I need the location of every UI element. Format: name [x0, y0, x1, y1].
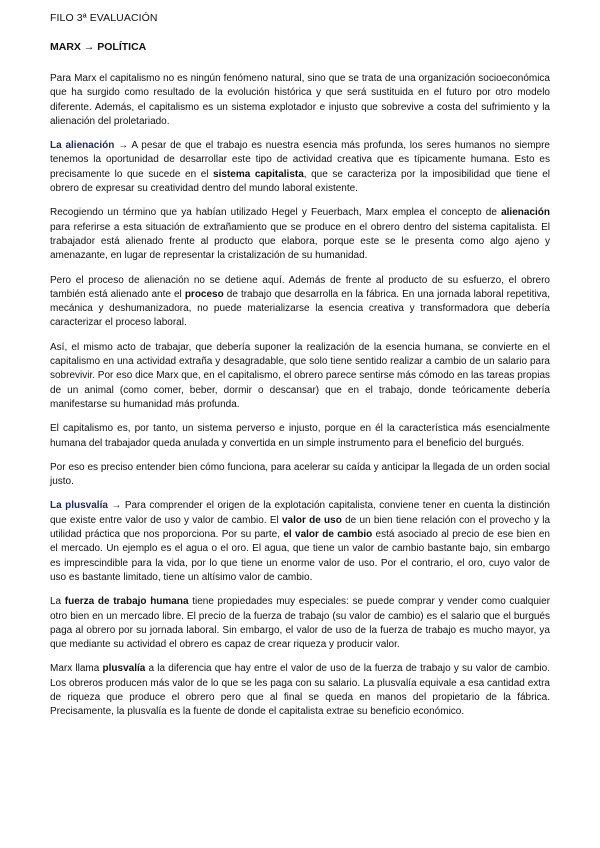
paragraph-capitalismo: Para Marx el capitalismo no es ningún fenómeno natural, sino que se trata de una organización socioeconómica que ha surgido como resultado de la evolución histórica y que será sustituida en el futuro por otro modelo diferente. Además, el capitalismo es un sistema explotador e injusto que sobrevive a costa del sufrimiento y la alienación del proletariado. [50, 73, 550, 127]
paragraph-plusvalia [50, 499, 550, 585]
bold-term: proceso [184, 288, 224, 300]
paragraph-sistema-perverso: El capitalismo es, por tanto, un sistema perverso e injusto, porque en él la característica más esencialmente humana del trabajador queda anulada y convertida en un simple instrumento para el beneficio del burgués. [50, 423, 550, 449]
paragraph-text: Recogiendo un término que ya habían utilizado Hegel y Feuerbach, Marx emplea el concepto de [50, 207, 502, 219]
paragraph-hegel-feuerbach [50, 206, 550, 263]
paragraph-text: La [50, 596, 65, 608]
document-page [50, 12, 550, 730]
paragraph-text: → Para comprender el origen de la explotación capitalista, conviene tener en cuenta la distinción que existe entre valor de uso y valor de cambio. El [50, 500, 550, 526]
bold-term: fuerza de trabajo humana [64, 596, 189, 608]
paragraph-text: a la diferencia que hay entre el valor de uso de la fuerza de trabajo y su valor de cambio. Los obreros producen más valor de lo que se les paga con su salario. La plusvalía equivale a esa cantidad extra de riqueza que produce el obrero pero que al final se queda en manos del propietario de la fábrica. Precisamente, la plusvalía es la fuente de donde el capitalista extrae su beneficio económico. [50, 663, 550, 718]
paragraph-text: de un bien tiene relación con el provecho y la utilidad práctica que nos proporciona. Por su parte, [50, 514, 551, 541]
bold-term: sistema capitalista [213, 168, 304, 180]
term-alienacion: La alienación [50, 140, 115, 152]
paragraph-text: tiene propiedades muy especiales: se puede comprar y vender como cualquier otro bien en un mercado libre. El precio de la fuerza de trabajo (su valor de cambio) es el salario que el burgués paga al obrero por su jornada laboral. Sin embargo, el valor de uso de la fuerza de trabajo es mucho mayor, ya que mediante su actividad el obrero es capaz de crear riqueza y producir valor. [50, 596, 551, 651]
paragraph-text: → A pesar de que el trabajo es nuestra esencia más profunda, los seres humanos no siempre tenemos la oportunidad de desarrollar este tipo de actividad creativa que es típicamente humana. Esto es precisamente lo que sucede en el [50, 140, 550, 180]
paragraph-acto-trabajar: Así, el mismo acto de trabajar, que debería suponer la realización de la esencia humana, se convierte en el capitalismo en una actividad extraña y desagradable, que solo tiene sentido realizar a cambio de un salario para sobrevivir. Por eso dice Marx que, en el capitalismo, el obrero parece sentirse más cómodo en las tareas propias de un animal (como comer, beber, dormir o descansar) que en el trabajo, donde teóricamente debería manifestarse su humanidad más profunda. [50, 341, 550, 410]
bold-term: el valor de cambio [283, 529, 373, 541]
document-header: FILO 3ª EVALUACIÓN [50, 12, 158, 24]
bold-term: alienación [501, 207, 550, 219]
paragraph-text: Pero el proceso de alienación no se detiene aquí. Además de frente al producto de su esfuerzo, el obrero también está alienado ante el [50, 274, 550, 300]
paragraph-text: para referirse a esta situación de extrañamiento que se produce en el obrero dentro del sistema capitalista. El trabajador está alienado frente al producto que elabora, porque este se le presenta como algo ajeno y amenazante, en lugar de representar la cristalización de su humanidad. [50, 221, 550, 262]
section-title: MARX → POLÍTICA [50, 41, 147, 53]
paragraph-orden-social: Por eso es preciso entender bien cómo funciona, para acelerar su caída y anticipar la llegada de un orden social justo. [50, 461, 550, 488]
paragraph-text: , que se caracteriza por la imposibilidad que tiene el obrero de expresar su creatividad dentro del mundo laboral existente. [50, 168, 550, 195]
paragraph-alienacion [50, 139, 550, 196]
paragraph-text: está asociado al precio de ese bien en el mercado. Un ejemplo es el agua o el oro. El agua, que tiene un valor de cambio bastante bajo, sin embargo es imprescindible para la vida, por lo que tiene un enorme valor de uso. Por el contrario, el oro, cuyo valor de uso es bastante limitado, tiene un altísimo valor de cambio. [50, 529, 550, 583]
paragraph-fuerza-trabajo [50, 595, 550, 652]
paragraph-text: de trabajo que desarrolla en la fábrica. En una jornada laboral repetitiva, mecánica y deshumanizadora, no puede materializarse la esencia creativa y transformadora que debería caracterizar el proceso laboral. [50, 288, 550, 329]
paragraph-definicion-plusvalia [50, 662, 550, 719]
term-plusvalia: La plusvalía [50, 500, 108, 512]
bold-term: plusvalía [102, 663, 146, 675]
bold-term: valor de uso [281, 514, 342, 526]
paragraph-proceso [50, 274, 550, 331]
paragraph-text: Marx llama [50, 663, 103, 675]
